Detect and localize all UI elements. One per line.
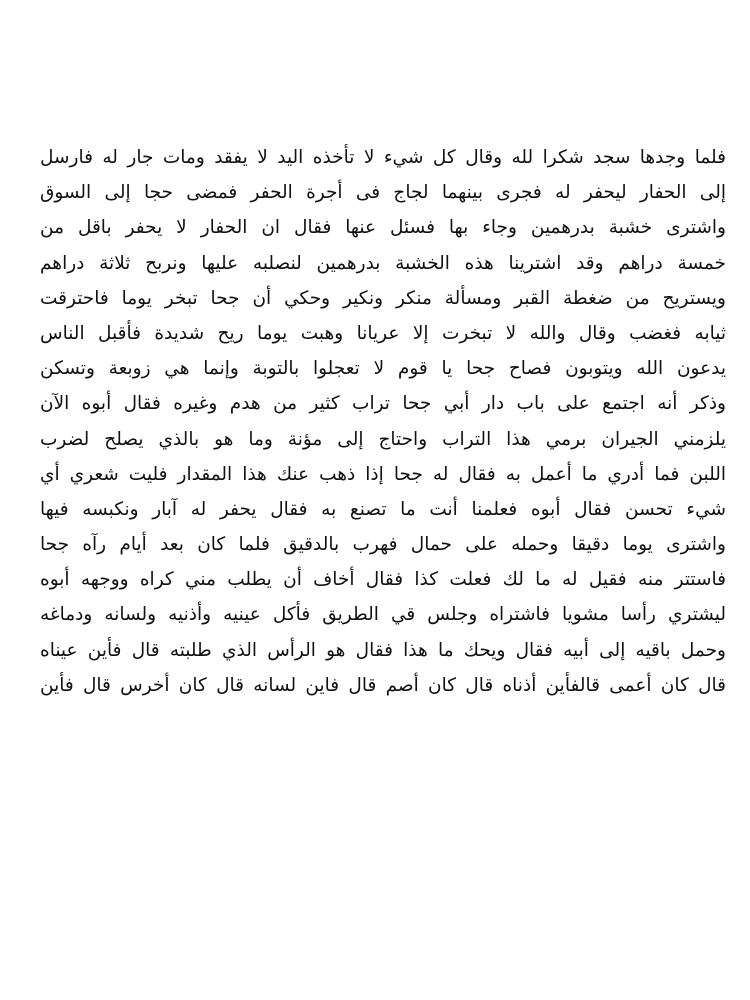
text-line: شيء تحسن فقال أبوه فعلمنا أنت ما تصنع به فقال يحفر له آبار ونكبسه فيها	[40, 498, 726, 520]
document-page	[40, 140, 726, 703]
text-line: يلزمني الجيران برمي هذا التراب واحتاج إلى مؤنة وما هو بالذي يصلح لضرب	[40, 428, 726, 450]
text-line: قال كان أعمى قالفأين أذناه قال كان أصم قال فاين لسانه قال كان أخرس قال فأين	[40, 674, 726, 696]
text-line: إلى الحفار ليحفر له فجرى بينهما لجاج فى أجرة الحفر فمضى حجا إلى السوق	[40, 182, 726, 204]
text-line: ليشتري رأسا مشويا فاشتراه وجلس قي الطريق فأكل عينيه وأذنيه ولسانه ودماغه	[40, 604, 726, 626]
text-line: ويستريح من ضغطة القبر ومسألة منكر ونكير وحكي أن جحا تبخر يوما فاحترقت	[40, 287, 726, 309]
text-line: ثيابه فغضب وقال والله لا تبخرت إلا عريانا وهبت يوما ريح شديدة فأقبل الناس	[40, 322, 726, 344]
text-line: فلما وجدها سجد شكرا لله وقال كل شيء لا تأخذه اليد لا يفقد ومات جار له فارسل	[40, 147, 726, 168]
text-line: وحمل باقيه إلى أبيه فقال ويحك ما هذا فقال هو الرأس الذي طلبته قال فأين عيناه	[40, 639, 726, 661]
text-line: واشترى خشبة بدرهمين وجاء بها فسئل عنها فقال ان الحفار لا يحفر باقل من	[40, 217, 726, 239]
text-line: فاستتر منه فقيل له ما لك فعلت كذا فقال أخاف أن يطلب مني كراه ووجهه أبوه	[40, 569, 726, 591]
text-line: خمسة دراهم وقد اشترينا هذه الخشبة بدرهمين لنصلبه عليها ونربح ثلاثة دراهم	[40, 252, 726, 274]
text-line: يدعون الله ويتوبون فصاح جحا يا قوم لا تعجلوا بالتوبة وإنما هي زوبعة وتسكن	[40, 358, 726, 380]
text-line: واشترى يوما دقيقا وحمله على حمال فهرب بالدقيق فلما كان بعد أيام رآه جحا	[40, 534, 726, 556]
text-line: اللبن فما أدري ما أعمل به فقال له جحا إذا ذهب عنك هذا المقدار فليت شعري أي	[40, 463, 726, 485]
text-line: وذكر أنه اجتمع على باب دار أبي جحا تراب كثير من هدم وغيره فقال أبوه الآن	[40, 393, 726, 415]
